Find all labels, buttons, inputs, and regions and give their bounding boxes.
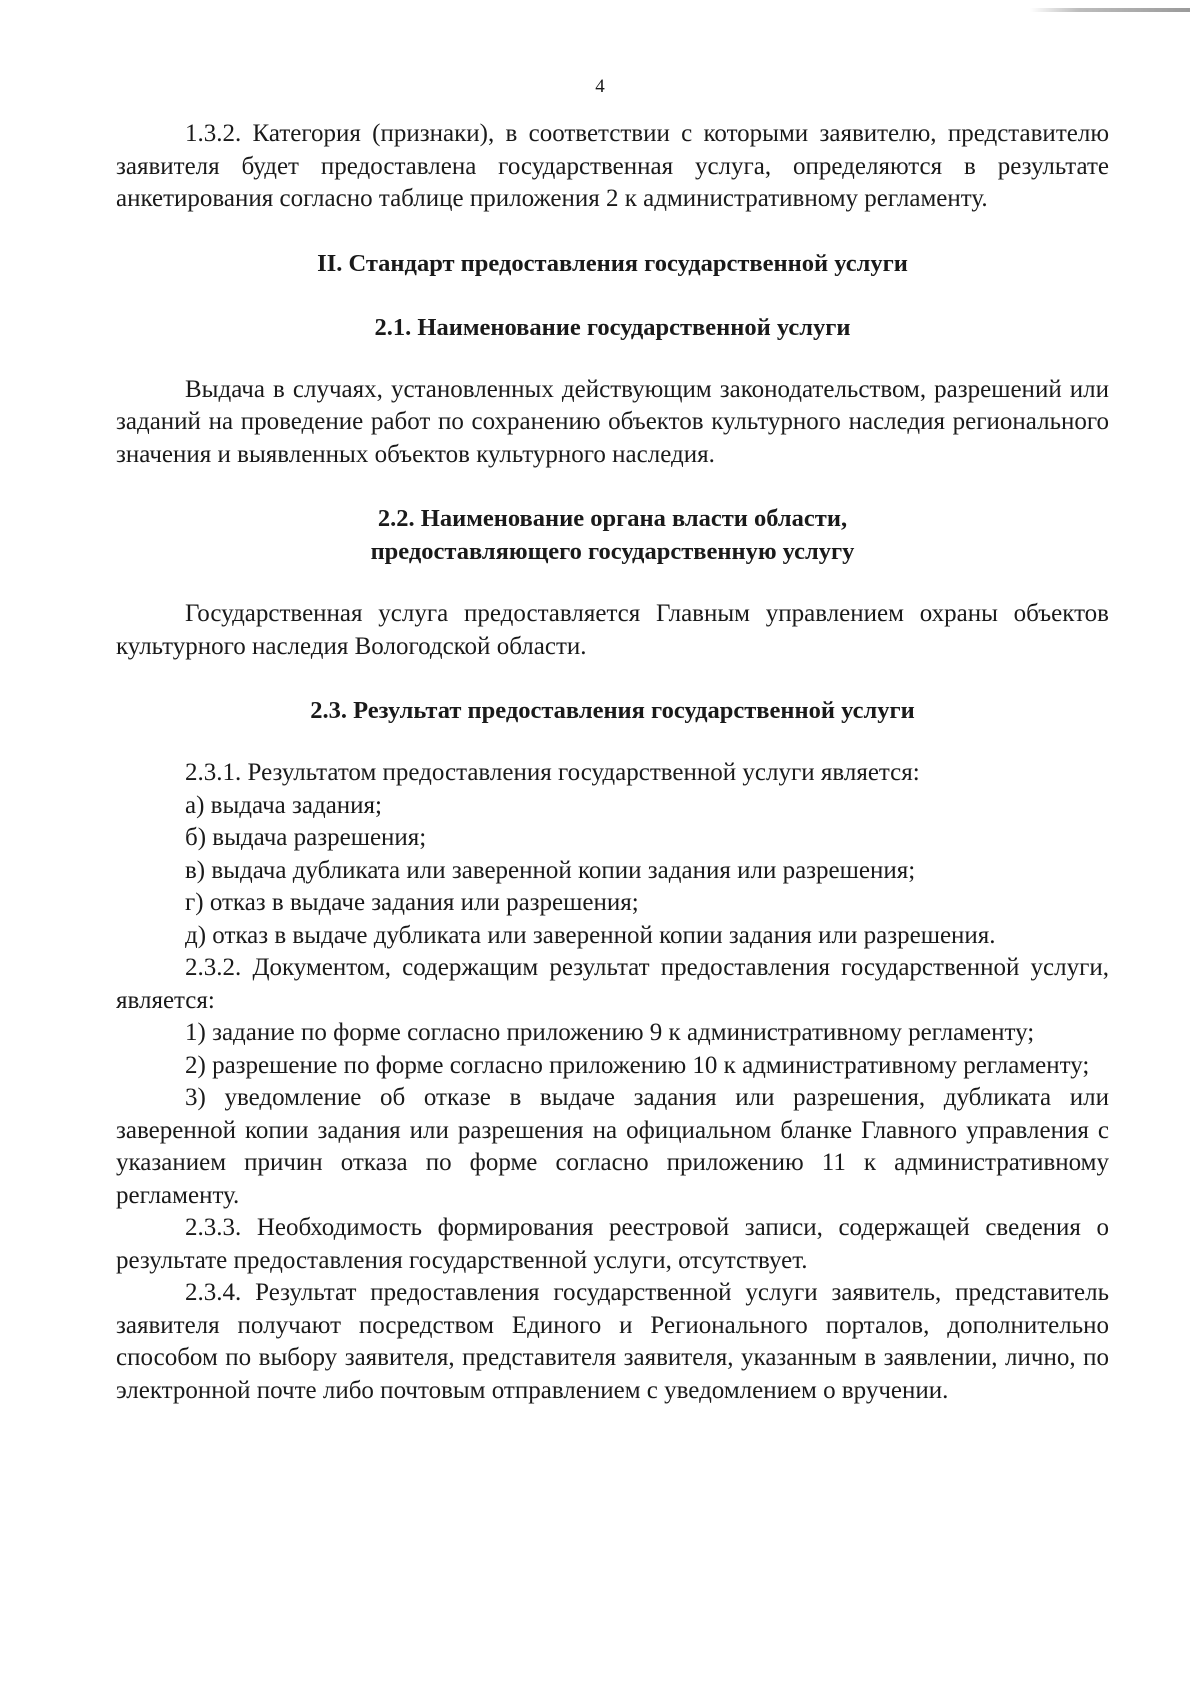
paragraph-2-3-4: 2.3.4. Результат предоставления государственной услуги заявитель, представитель заявителя получают посредством Единого и Регионального порталов, дополнительно способом по выбору заявителя, представителя заявителя, указанным в заявлении, лично, по электронной почте либо почтовым отправлением с уведомлением о вручении. bbox=[116, 1279, 1109, 1404]
list-item-a: а) выдача задания; bbox=[185, 791, 382, 819]
page-number: 4 bbox=[595, 76, 605, 97]
section-heading-2-2-line-1: 2.2. Наименование органа власти области, bbox=[377, 505, 848, 532]
section-heading-ii: II. Стандарт предоставления государственной услуги bbox=[317, 249, 908, 277]
document-item-3: 3) уведомление об отказе в выдаче задания или разрешения, дубликата или заверенной копии задания или разрешения на официальном бланке Главного управления с указанием причин отказа по форме согласно приложению 11 к административному регламенту. bbox=[116, 1084, 1109, 1209]
paragraph-2-3-1: 2.3.1. Результатом предоставления государственной услуги является: bbox=[185, 759, 920, 786]
list-item-d: д) отказ в выдаче дубликата или заверенной копии задания или разрешения. bbox=[185, 921, 996, 949]
scan-artifact bbox=[1030, 8, 1190, 12]
list-item-b: б) выдача разрешения; bbox=[185, 824, 427, 851]
list-item-g: г) отказ в выдаче задания или разрешения; bbox=[185, 889, 639, 916]
paragraph-2-3-3: 2.3.3. Необходимость формирования реестровой записи, содержащей сведения о результате предоставления государственной услуги, отсутствует. bbox=[116, 1214, 1109, 1274]
section-heading-2-1: 2.1. Наименование государственной услуги bbox=[374, 313, 851, 341]
paragraph-2-2: Государственная услуга предоставляется Главным управлением охраны объектов культурного наследия Вологодской области. bbox=[116, 600, 1109, 660]
list-item-v: в) выдача дубликата или заверенной копии задания или разрешения; bbox=[185, 856, 916, 884]
paragraph-2-1: Выдача в случаях, установленных действующим законодательством, разрешений или заданий на проведение работ по сохранению объектов культурного наследия регионального значения и выявленных объектов культурного наследия. bbox=[116, 375, 1109, 468]
document-item-2: 2) разрешение по форме согласно приложению 10 к административному регламенту; bbox=[185, 1051, 1090, 1079]
paragraph-1-3-2: 1.3.2. Категория (признаки), в соответствии с которыми заявителю, представителю заявителя будет предоставлена государственная услуга, определяются в результате анкетирования согласно таблице приложения 2 к административному регламенту. bbox=[116, 120, 1109, 212]
section-heading-2-2-line-2: предоставляющего государственную услугу bbox=[370, 538, 855, 565]
section-heading-2-2 bbox=[116, 502, 1109, 568]
paragraph-2-3-2: 2.3.2. Документом, содержащим результат предоставления государственной услуги, является: bbox=[116, 954, 1109, 1014]
document-body bbox=[116, 118, 1109, 1407]
section-heading-2-3: 2.3. Результат предоставления государственной услуги bbox=[310, 697, 915, 724]
document-item-1: 1) задание по форме согласно приложению 9 к административному регламенту; bbox=[185, 1019, 1035, 1046]
